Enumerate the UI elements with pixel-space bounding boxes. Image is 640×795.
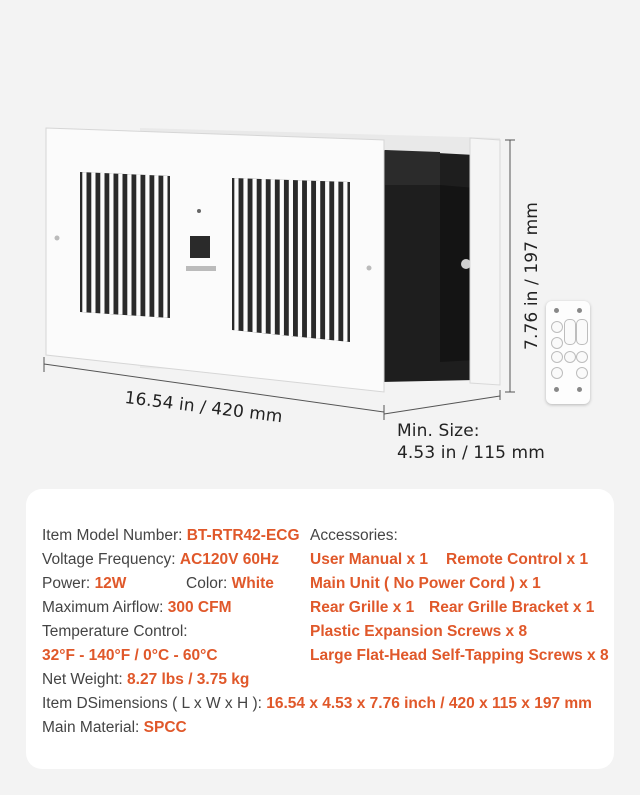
airflow-label: Maximum Airflow: [42,599,164,616]
louver-slat [280,180,284,335]
temp-label: Temperature Control: [42,623,188,640]
louver-slat [271,179,275,334]
louver-slat [118,174,122,315]
power-label: Power: [42,575,91,592]
temp-value-row [42,647,218,665]
louver-slat [145,175,149,317]
louver-slat [325,181,329,339]
louver-slat [334,182,338,341]
louver-slat [127,174,131,315]
material-label: Main Material: [42,719,140,736]
height-dimension-label: 7.76 in / 197 mm [522,202,542,350]
min-size-label: Min. Size: [397,421,480,441]
accessories-title: Accessories: [310,527,398,544]
display-icon [190,236,210,258]
accessory-item: Plastic Expansion Screws x 8 [310,623,528,640]
accessory-item: Remote Control x 1 [446,551,589,568]
power-value: 12W [94,575,127,592]
accessory-item: Rear Grille Bracket x 1 [429,599,595,616]
weight-row [42,671,249,689]
louver-slat [100,173,104,314]
color-row [186,575,274,593]
voltage-value: AC120V 60Hz [179,551,279,568]
model-row [42,527,300,545]
louver-slat [316,181,320,339]
louver-slat [262,179,266,333]
model-label: Item Model Number: [42,527,183,544]
airflow-value: 300 CFM [167,599,232,616]
temp-row [42,623,188,641]
accessory-item: Large Flat-Head Self-Tapping Screws x 8 [310,647,609,664]
louver-slat [252,179,256,333]
color-value: White [231,575,274,592]
material-value: SPCC [143,719,187,736]
remote-control-image [546,301,590,404]
weight-value: 8.27 lbs / 3.75 kg [127,671,250,688]
louver-slat [91,173,95,313]
louver-slat [136,175,140,316]
dims-value: 16.54 x 4.53 x 7.76 inch / 420 x 115 x 197 mm [266,695,592,712]
material-row [42,719,187,737]
left-grille-icon [80,172,170,318]
louver-slat [234,178,238,330]
specifications-card [26,489,614,769]
power-row [42,575,126,593]
voltage-label: Voltage Frequency: [42,551,176,568]
min-size-value: 4.53 in / 115 mm [397,443,545,463]
temp-value: 32°F - 140°F / 0°C - 60°C [42,647,218,664]
weight-label: Net Weight: [42,671,123,688]
louver-slat [243,178,247,331]
louver-slat [154,175,158,317]
louver-slat [343,182,347,342]
louver-slat [109,173,113,314]
accessory-item: Main Unit ( No Power Cord ) x 1 [310,575,541,592]
louver-slat [163,176,167,318]
dims-label: Item DSimensions ( L x W x H ): [42,695,262,712]
voltage-row [42,551,279,569]
model-value: BT-RTR42-ECG [186,527,300,544]
accessory-item: User Manual x 1 [310,551,429,568]
width-dimension-label: 16.54 in / 420 mm [123,388,284,428]
louver-slat [82,172,86,312]
depth-dimension-label [397,420,545,464]
airflow-row [42,599,232,617]
dims-row [42,695,592,713]
color-label: Color: [186,575,228,592]
accessory-item: Rear Grille x 1 [310,599,415,616]
louver-slat [307,181,311,338]
louver-slat [298,180,302,337]
louver-slat [289,180,293,336]
right-grille-icon [232,178,350,342]
